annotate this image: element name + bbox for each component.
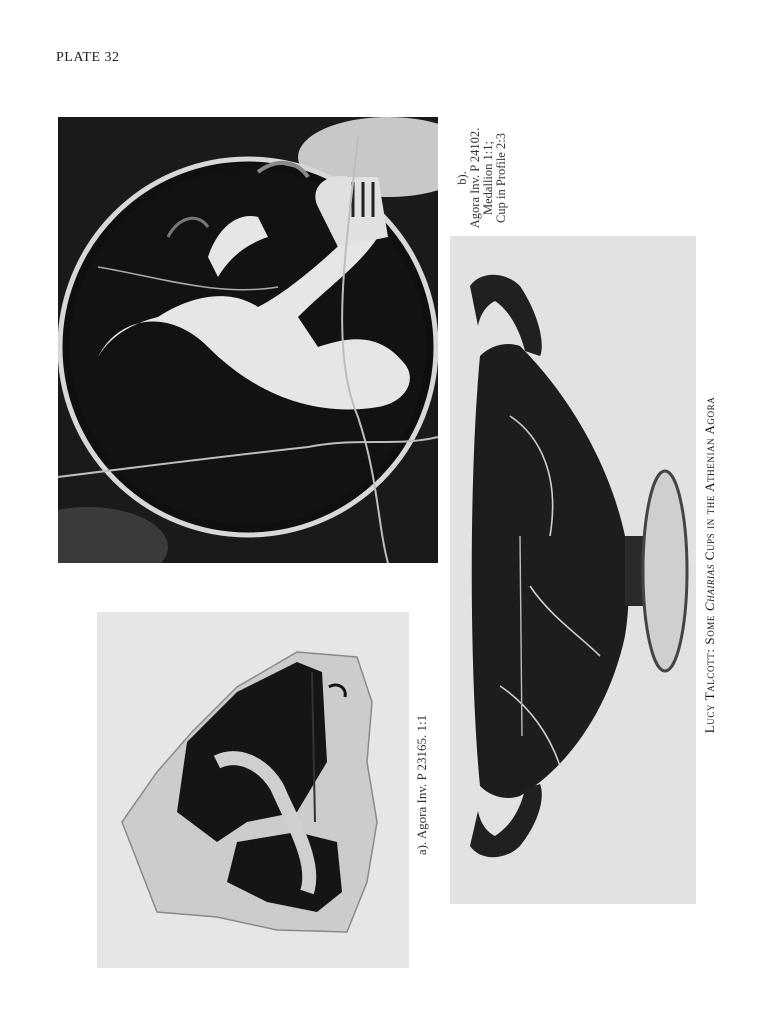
title-post: Cups in the Athenian Agora [702, 396, 717, 561]
cup-profile-photo [450, 236, 696, 904]
medallion-photo [58, 117, 438, 563]
caption-a [414, 700, 430, 870]
caption-b-line2: Agora Inv. P 24102. [468, 127, 482, 229]
plate-label: PLATE 32 [56, 50, 120, 65]
caption-b [455, 118, 508, 238]
title-pre: Some [702, 614, 717, 645]
title-author: Lucy Talcott: [702, 648, 717, 734]
caption-a-text: a). Agora Inv. P 23165. 1:1 [414, 714, 429, 856]
caption-b-line3: Medallion 1:1; [481, 141, 495, 215]
running-title [698, 370, 722, 760]
fragment-photo [97, 612, 409, 968]
title-italic: Chairias [702, 564, 717, 612]
caption-b-line1: b). [455, 171, 469, 185]
caption-b-line4: Cup in Profile 2:3 [494, 133, 508, 223]
